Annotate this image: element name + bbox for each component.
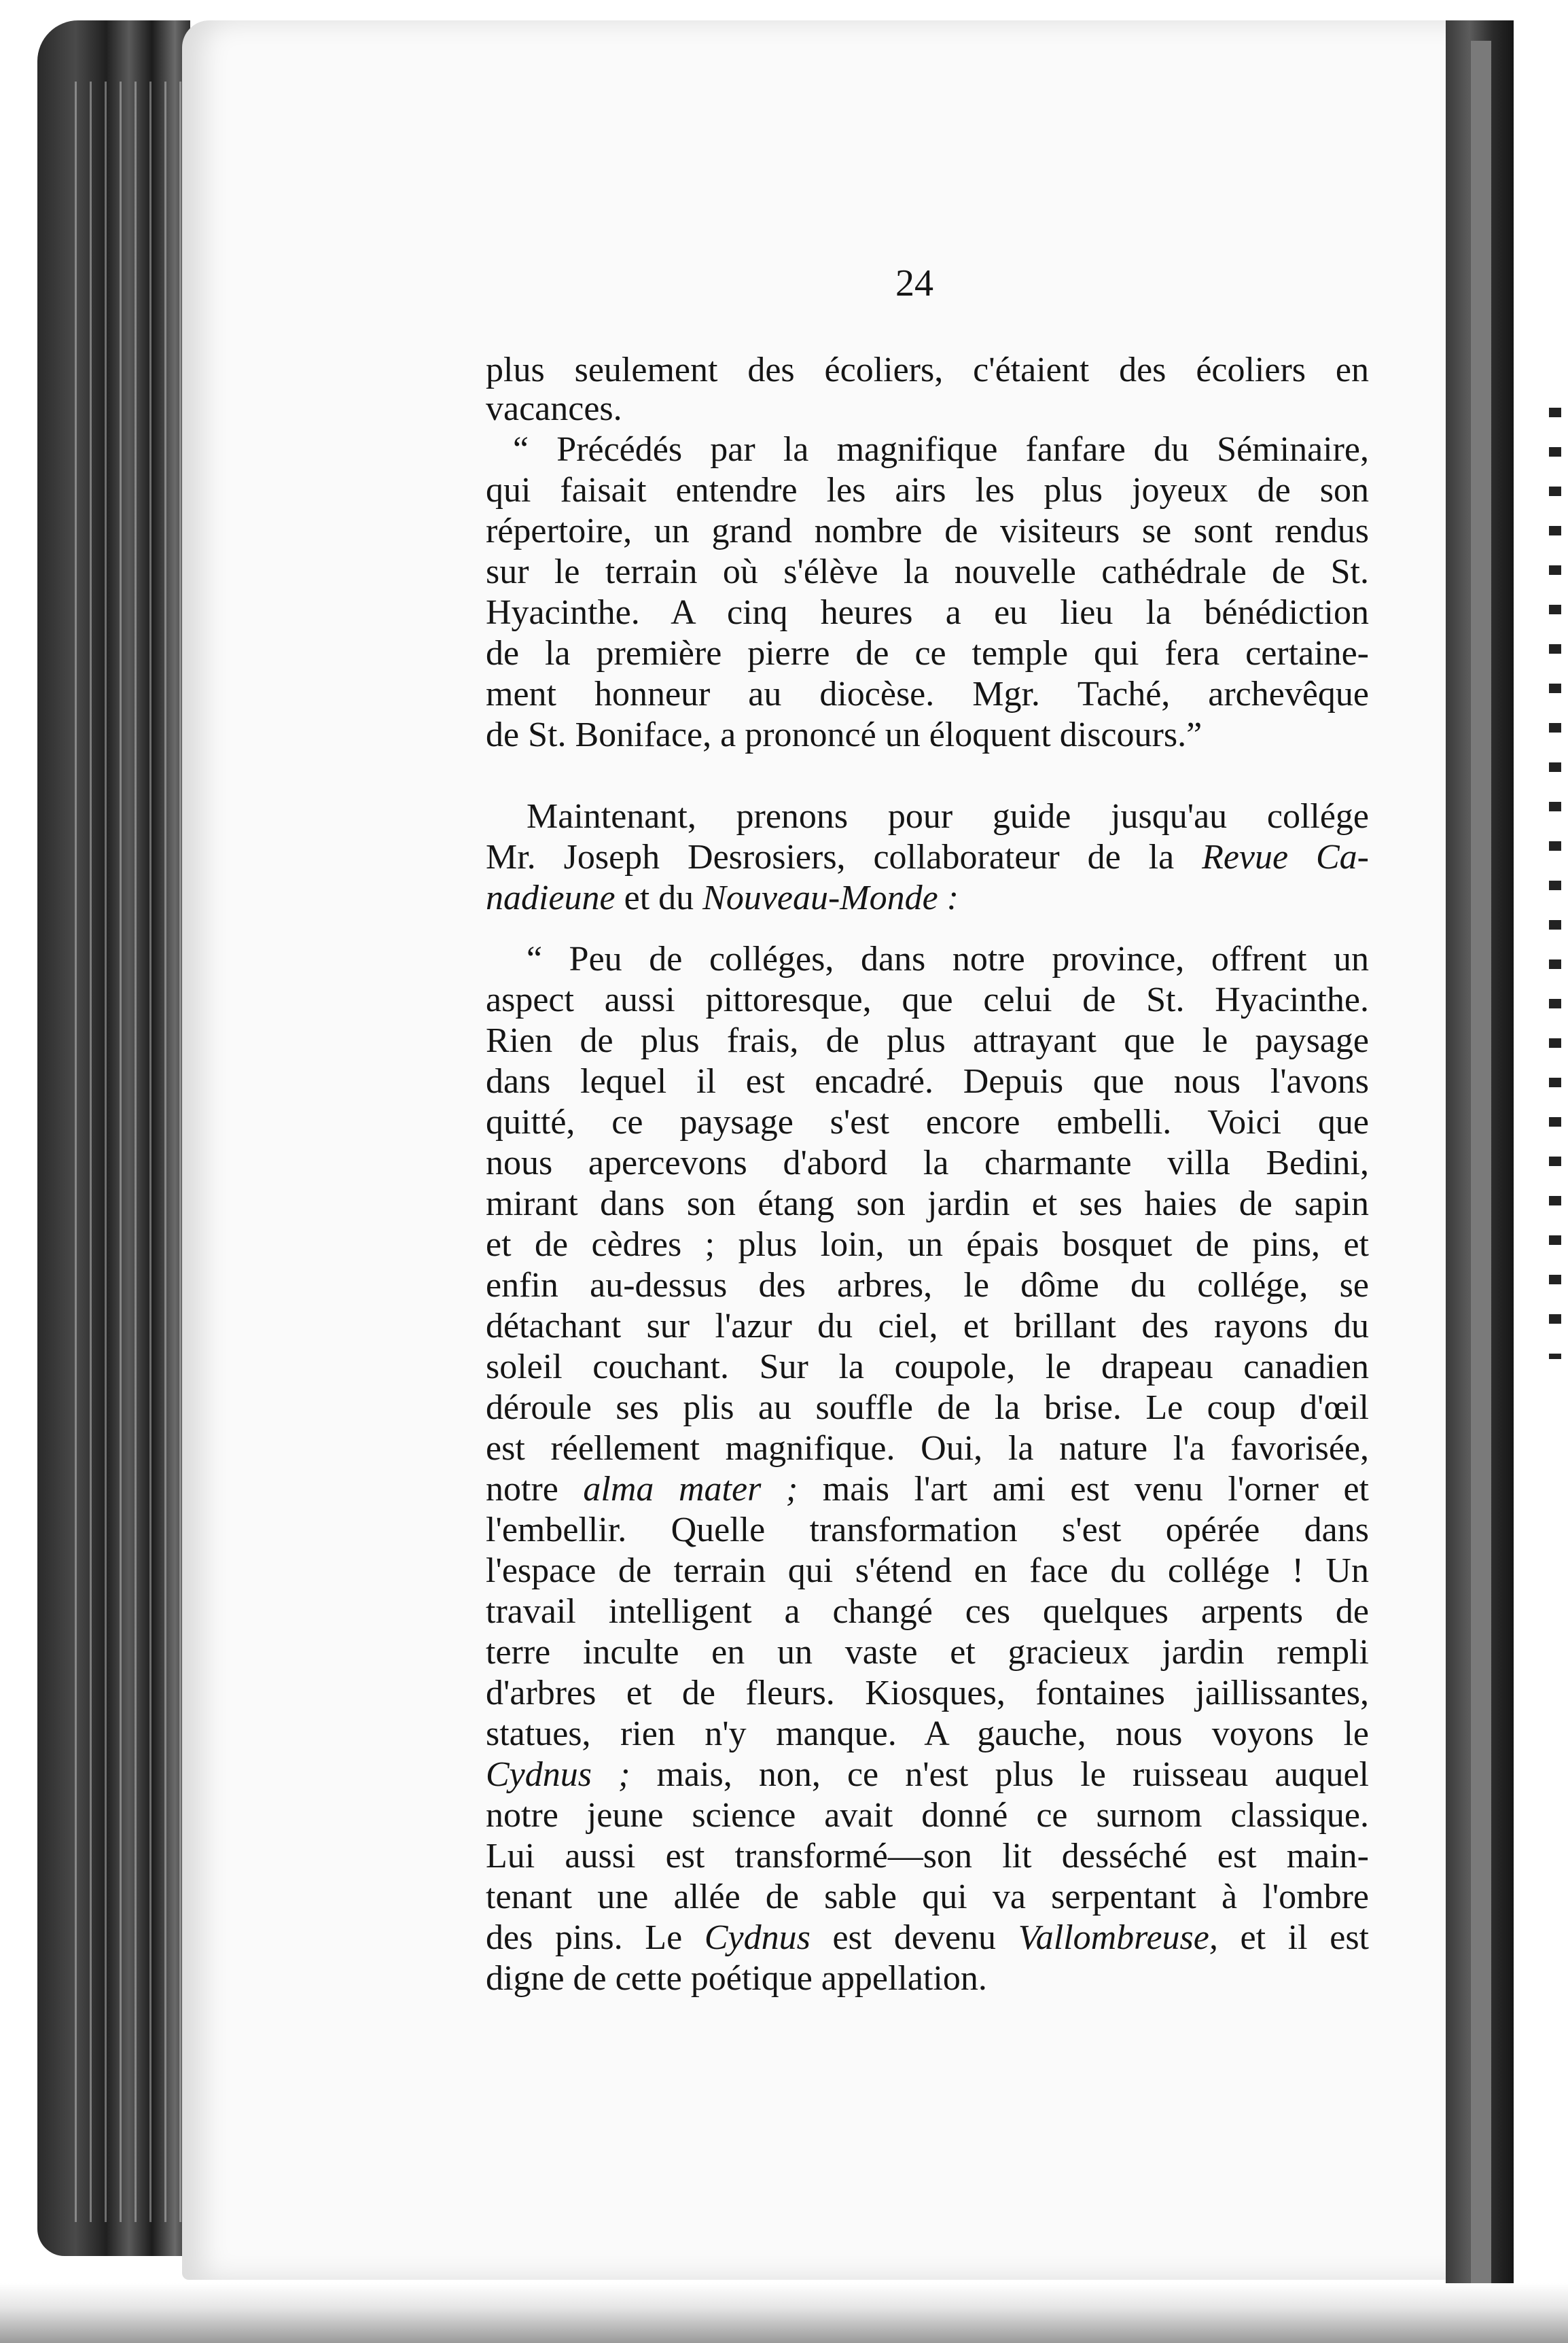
italic-term: Cydnus [704,1918,810,1957]
text-line: de St. Boniface, a prononcé un éloquent discours.” [486,716,1202,754]
italic-term: alma mater ; [583,1470,798,1509]
text-line: Rien de plus frais, de plus attrayant que le paysage [486,1021,1369,1060]
text-line: travail intelligent a changé ces quelques arpents de [486,1592,1369,1631]
text-line: est réellement magnifique. Oui, la nature l'a favorisée, [486,1429,1369,1468]
text-line [486,878,1369,919]
page-number: 24 [895,262,933,304]
text-line: déroule ses plis au souffle de la brise. Le coup d'œil [486,1388,1369,1427]
text-line: l'embellir. Quelle transformation s'est opérée dans [486,1511,1369,1549]
text-line: aspect aussi pittoresque, que celui de St. Hyacinthe. [486,981,1369,1019]
text-line: “ Peu de colléges, dans notre province, offrent un [527,940,1369,979]
page-edges [75,82,183,2222]
text-line: ment honneur au diocèse. Mgr. Taché, archevêque [486,675,1369,714]
text-line: de la première pierre de ce temple qui fera certaine- [486,634,1369,673]
italic-term: Cydnus ; [486,1755,630,1794]
text-line: “ Précédés par la magnifique fanfare du Séminaire, [513,430,1369,469]
text-span: est devenu [810,1918,1018,1957]
text-span: mais, non, ce n'est plus le ruisseau auquel [630,1755,1370,1794]
text-span: des pins. Le [486,1918,705,1957]
text-line: nous apercevons d'abord la charmante villa Bedini, [486,1144,1369,1182]
text-line: enfin au-dessus des arbres, le dôme du collége, se [486,1266,1369,1305]
italic-title: Nouveau-Monde : [702,879,959,917]
text-line: digne de cette poétique appellation. [486,1959,987,1998]
text-line: et de cèdres ; plus loin, un épais bosquet de pins, et [486,1225,1369,1264]
text-line [486,837,1369,878]
text-line: Maintenant, prenons pour guide jusqu'au collége [527,797,1369,836]
italic-title: Revue Ca- [1202,838,1369,877]
text-line: Hyacinthe. A cinq heures a eu lieu la bénédiction [486,593,1369,632]
text-line: détachant sur l'azur du ciel, et brillant des rayons du [486,1307,1369,1345]
text-line [486,1918,1369,1958]
text-line: soleil couchant. Sur la coupole, le drapeau canadien [486,1347,1369,1386]
text-line [486,1755,1369,1795]
text-line: plus seulement des écoliers, c'étaient des écoliers en [486,351,1369,389]
text-line: mirant dans son étang son jardin et ses haies de sapin [486,1184,1369,1223]
text-line: Lui aussi est transformé—son lit desséché est main- [486,1837,1369,1875]
text-line: statues, rien n'y manque. A gauche, nous voyons le [486,1714,1369,1753]
text-span: mais l'art ami est venu l'orner et [798,1470,1370,1509]
text-span: et du [615,879,703,917]
text-line: notre jeune science avait donné ce surnom classique. [486,1796,1369,1835]
text-line: l'espace de terrain qui s'étend en face du collége ! Un [486,1551,1369,1590]
facing-page-text-fragments [1549,408,1561,1359]
text-line: répertoire, un grand nombre de visiteurs se sont rendus [486,512,1369,550]
text-line: vacances. [486,389,622,428]
text-line: dans lequel il est encadré. Depuis que nous l'avons [486,1062,1369,1101]
text-span: notre [486,1470,584,1509]
gutter-shadow [1471,41,1491,2297]
italic-title: nadieune [486,879,616,917]
text-span: et il est [1217,1918,1370,1957]
text-line: qui faisait entendre les airs les plus joyeux de son [486,471,1369,510]
text-span: Mr. Joseph Desrosiers, collaborateur de la [486,838,1202,877]
text-line: quitté, ce paysage s'est encore embelli. Voici que [486,1103,1369,1142]
text-line [486,1469,1369,1510]
text-line: tenant une allée de sable qui va serpentant à l'ombre [486,1878,1369,1916]
text-line: terre inculte en un vaste et gracieux jardin rempli [486,1633,1369,1672]
text-line: sur le terrain où s'élève la nouvelle cathédrale de St. [486,552,1369,591]
italic-term: Vallombreuse, [1018,1918,1218,1957]
scan-bottom-edge [0,2283,1568,2343]
text-line: d'arbres et de fleurs. Kiosques, fontaines jaillissantes, [486,1674,1369,1712]
